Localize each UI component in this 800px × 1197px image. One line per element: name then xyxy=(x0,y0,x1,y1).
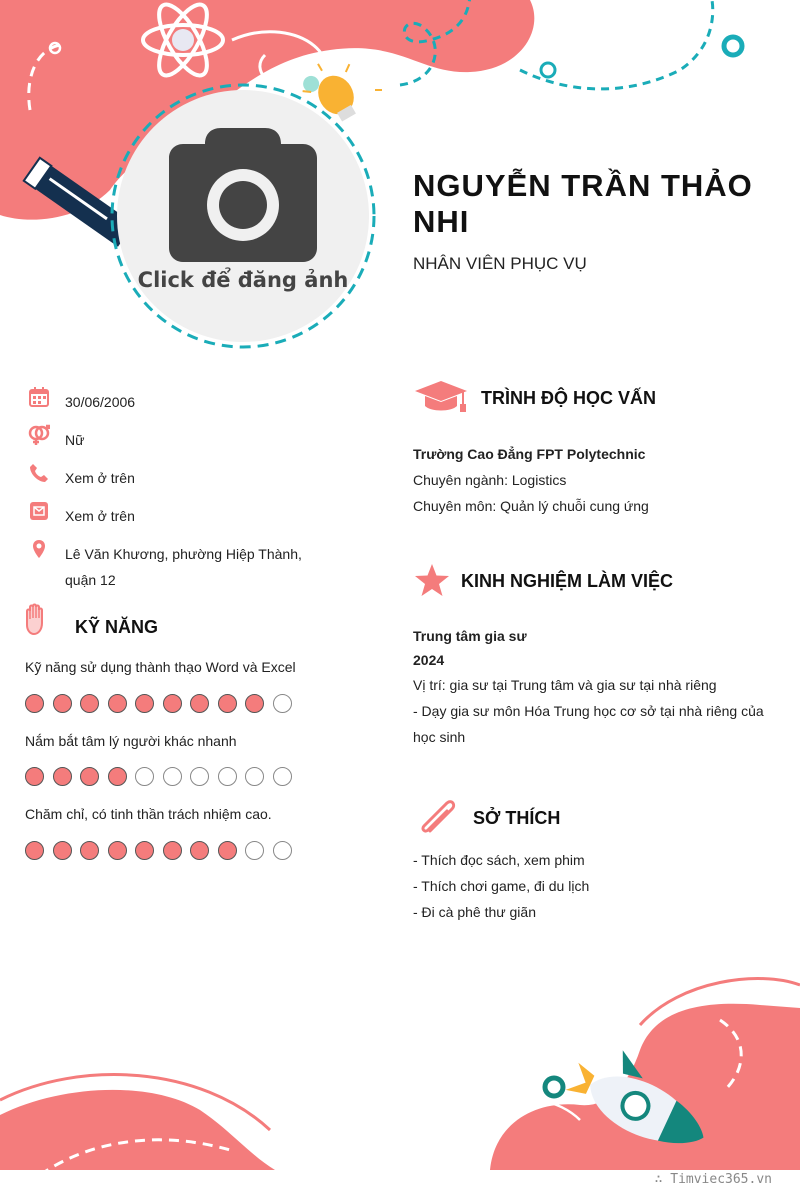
birthday-value: 30/06/2006 xyxy=(65,394,136,410)
hobby-item: - Đi cà phê thư giãn xyxy=(413,904,536,920)
graduation-cap-icon xyxy=(413,379,469,415)
education-details xyxy=(413,441,783,519)
address-value: Lê Văn Khương, phường Hiệp Thành, quận 12 xyxy=(65,546,302,588)
rating-dot-filled xyxy=(53,694,72,713)
phone-icon xyxy=(28,462,50,484)
rating-dot-filled xyxy=(25,767,44,786)
rating-dot-empty xyxy=(163,767,182,786)
experience-year: 2024 xyxy=(413,652,445,668)
skills-title: KỸ NĂNG xyxy=(75,617,159,637)
photo-upload-label[interactable]: Click để đăng ảnh xyxy=(137,268,349,292)
camera-icon xyxy=(169,128,317,262)
rating-dot-filled xyxy=(53,841,72,860)
rating-dot-empty xyxy=(273,767,292,786)
paperclip-icon xyxy=(416,797,458,837)
gender-value: Nữ xyxy=(65,432,85,448)
rating-dot-filled xyxy=(218,841,237,860)
experience-company: Trung tâm gia sư xyxy=(413,628,527,644)
rating-dot-filled xyxy=(135,841,154,860)
rating-dot-empty xyxy=(273,841,292,860)
rating-dot-empty xyxy=(273,694,292,713)
phone-value: Xem ở trên xyxy=(65,470,135,486)
star-icon xyxy=(414,563,450,597)
decor-bottom xyxy=(0,960,800,1197)
rating-dot-filled xyxy=(80,694,99,713)
education-major: Chuyên ngành: Logistics xyxy=(413,472,567,488)
gender-icon xyxy=(28,424,50,446)
rating-dot-filled xyxy=(218,694,237,713)
skill-name-3: Chăm chỉ, có tinh thần trách nhiệm cao. xyxy=(25,806,272,822)
watermark: ∴ Timviec365.vn xyxy=(654,1172,772,1187)
rating-dot-filled xyxy=(53,767,72,786)
skill-rating-3 xyxy=(25,841,292,860)
rating-dot-filled xyxy=(135,694,154,713)
education-specialty: Chuyên môn: Quản lý chuỗi cung ứng xyxy=(413,498,649,514)
calendar-icon xyxy=(28,386,50,408)
education-school: Trường Cao Đẳng FPT Polytechnic xyxy=(413,446,646,462)
photo-upload[interactable] xyxy=(109,82,377,350)
rating-dot-filled xyxy=(245,694,264,713)
location-icon xyxy=(28,538,50,560)
hobby-item: - Thích chơi game, đi du lịch xyxy=(413,878,590,894)
experience-position: Vị trí: gia sư tại Trung tâm và gia sư tại nhà riêng xyxy=(413,677,717,693)
skill-name-1: Kỹ năng sử dụng thành thạo Word và Excel xyxy=(25,659,296,675)
rating-dot-filled xyxy=(163,694,182,713)
hand-icon xyxy=(24,603,48,637)
rating-dot-filled xyxy=(80,767,99,786)
rating-dot-filled xyxy=(190,694,209,713)
rating-dot-empty xyxy=(135,767,154,786)
rating-dot-empty xyxy=(218,767,237,786)
rating-dot-filled xyxy=(108,767,127,786)
rating-dot-filled xyxy=(25,841,44,860)
experience-details xyxy=(413,624,783,750)
rating-dot-empty xyxy=(245,767,264,786)
experience-title: KINH NGHIỆM LÀM VIỆC xyxy=(461,571,674,591)
candidate-name: NGUYỄN TRẦN THẢO NHI xyxy=(413,168,753,239)
email-value: Xem ở trên xyxy=(65,508,135,524)
rating-dot-filled xyxy=(25,694,44,713)
rating-dot-filled xyxy=(108,694,127,713)
rating-dot-filled xyxy=(163,841,182,860)
hobby-item: - Thích đọc sách, xem phim xyxy=(413,852,585,868)
education-title: TRÌNH ĐỘ HỌC VẤN xyxy=(481,388,656,408)
skill-name-2: Nắm bắt tâm lý người khác nhanh xyxy=(25,733,237,749)
rating-dot-filled xyxy=(190,841,209,860)
skill-rating-1 xyxy=(25,694,292,713)
rating-dot-filled xyxy=(108,841,127,860)
experience-description: - Dạy gia sư môn Hóa Trung học cơ sở tại nhà riêng của học sinh xyxy=(413,703,764,745)
hobbies-title: SỞ THÍCH xyxy=(473,808,561,828)
rating-dot-filled xyxy=(80,841,99,860)
hobbies-list xyxy=(413,847,783,925)
rating-dot-empty xyxy=(190,767,209,786)
skill-rating-2 xyxy=(25,767,292,786)
mail-icon xyxy=(28,500,50,522)
job-title: NHÂN VIÊN PHỤC VỤ xyxy=(413,254,587,273)
rating-dot-empty xyxy=(245,841,264,860)
